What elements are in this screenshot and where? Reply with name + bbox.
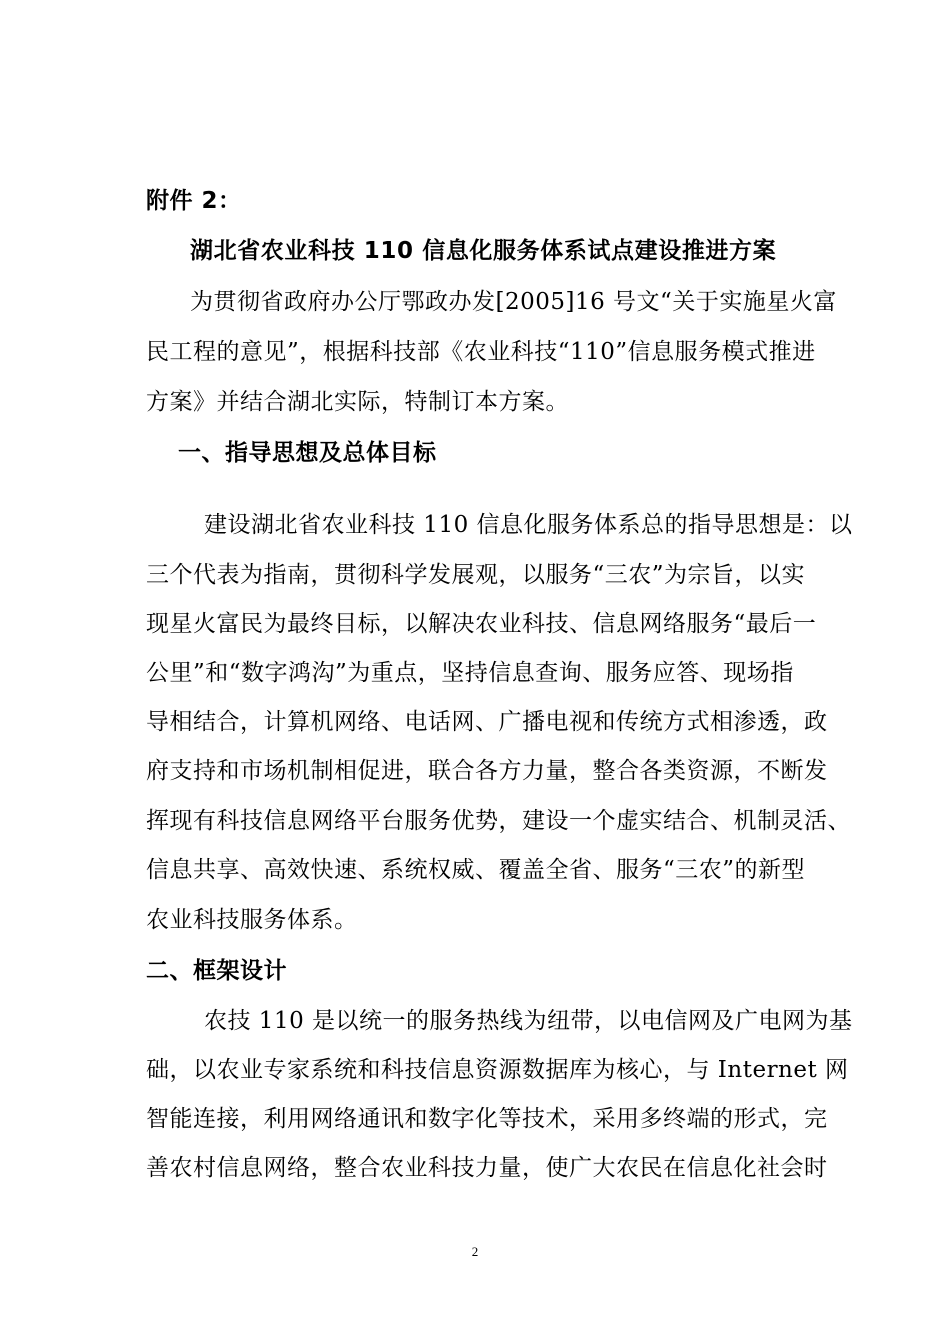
- section1-line: 府支持和市场机制相促进，联合各方力量，整合各类资源，不断发: [146, 758, 828, 784]
- section2-line: 善农村信息网络，整合农业科技力量，使广大农民在信息化社会时: [146, 1155, 828, 1181]
- section-heading-framework-design: 二、框架设计: [146, 958, 287, 984]
- section1-line: 导相结合，计算机网络、电话网、广播电视和传统方式相渗透，政: [146, 709, 828, 735]
- document-title: 湖北省农业科技 110 信息化服务体系试点建设推进方案: [190, 238, 777, 264]
- attachment-label: 附件 2：: [146, 188, 242, 214]
- section-heading-guiding-ideology: 一、指导思想及总体目标: [178, 440, 437, 466]
- section1-line: 信息共享、高效快速、系统权威、覆盖全省、服务“三农”的新型: [146, 857, 806, 883]
- section1-line: 公里”和“数字鸿沟”为重点，坚持信息查询、服务应答、现场指: [146, 660, 794, 686]
- section1-line: 现星火富民为最终目标，以解决农业科技、信息网络服务“最后一: [146, 611, 817, 637]
- section1-line: 三个代表为指南，贯彻科学发展观，以服务“三农”为宗旨，以实: [146, 562, 806, 588]
- section1-line: 建设湖北省农业科技 110 信息化服务体系总的指导思想是：以: [204, 512, 853, 538]
- intro-line: 为贯彻省政府办公厅鄂政办发[2005]16 号文“关于实施星火富: [190, 289, 837, 315]
- intro-line: 民工程的意见”，根据科技部《农业科技“110”信息服务模式推进: [146, 339, 816, 365]
- section2-line: 础，以农业专家系统和科技信息资源数据库为核心，与 Internet 网: [146, 1057, 849, 1083]
- section1-line: 挥现有科技信息网络平台服务优势，建设一个虚实结合、机制灵活、: [146, 808, 851, 834]
- page-number: 2: [471, 1244, 479, 1259]
- section2-line: 智能连接，利用网络通讯和数字化等技术，采用多终端的形式，完: [146, 1106, 828, 1132]
- section1-line: 农业科技服务体系。: [146, 907, 358, 933]
- intro-line: 方案》并结合湖北实际，特制订本方案。: [146, 389, 569, 415]
- section2-line: 农技 110 是以统一的服务热线为纽带，以电信网及广电网为基: [204, 1008, 853, 1034]
